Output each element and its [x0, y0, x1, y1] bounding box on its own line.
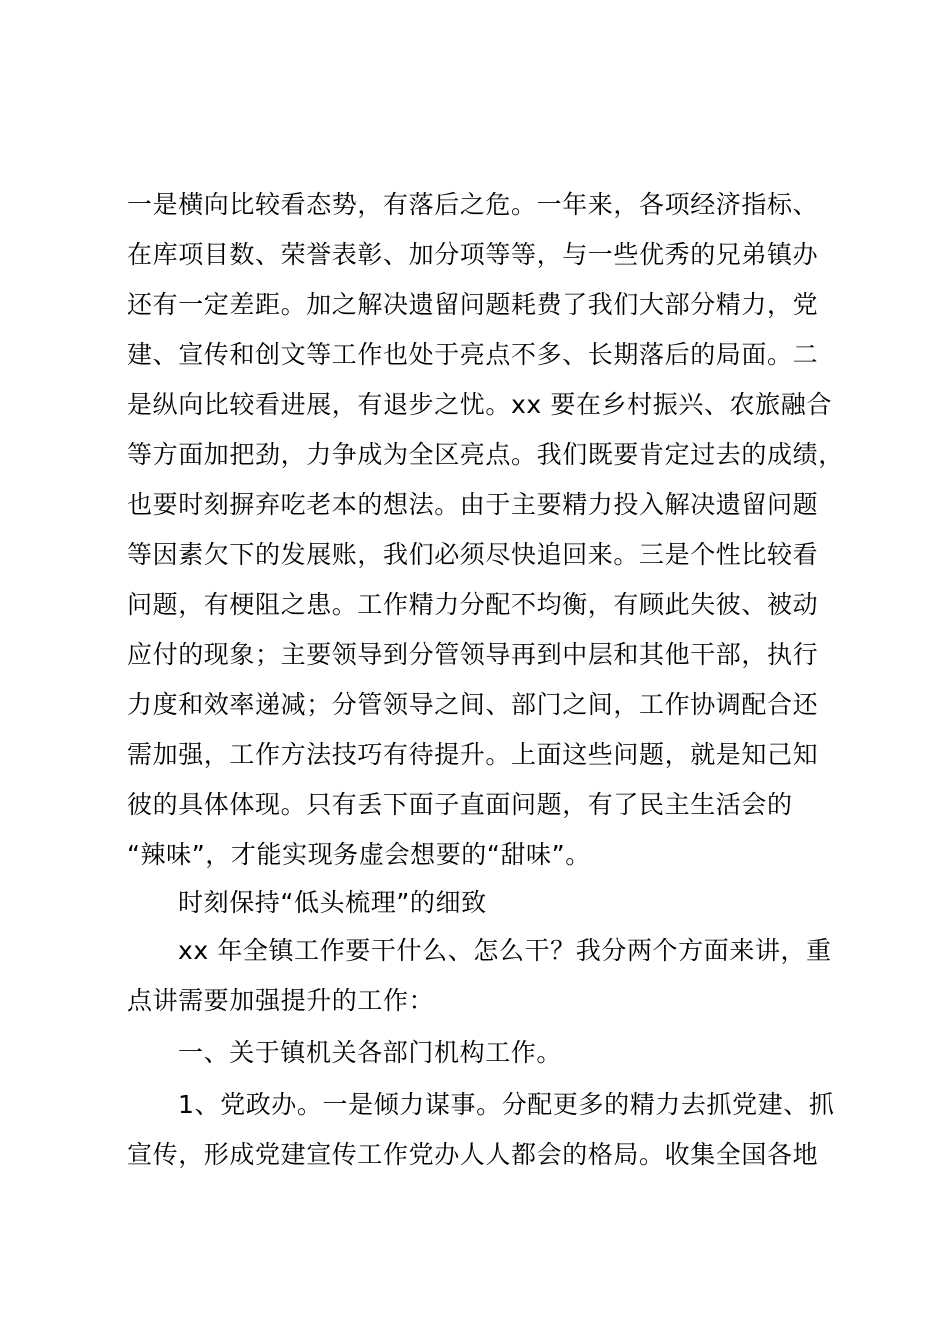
- subsection-heading: 一、关于镇机关各部门机构工作。: [178, 1038, 563, 1067]
- body-line-16: xx 年全镇工作要干什么、怎么干？我分两个方面来讲，重: [178, 936, 832, 965]
- body-line-12: 需加强，工作方法技巧有待提升。上面这些问题，就是知己知: [127, 740, 819, 769]
- body-line-3: 还有一定差距。加之解决遗留问题耗费了我们大部分精力，党: [127, 290, 819, 319]
- body-line-5: 是纵向比较看进展，有退步之忧。xx 要在乡村振兴、农旅融合: [127, 390, 832, 419]
- body-line-8: 等因素欠下的发展账，我们必须尽快追回来。三是个性比较看: [127, 540, 819, 569]
- body-line-4: 建、宣传和创文等工作也处于亮点不多、长期落后的局面。二: [127, 340, 819, 369]
- body-line-1: 一是横向比较看态势，有落后之危。一年来，各项经济指标、: [127, 190, 819, 219]
- body-line-9: 问题，有梗阻之患。工作精力分配不均衡，有顾此失彼、被动: [127, 590, 819, 619]
- body-line-11: 力度和效率递减；分管领导之间、部门之间，工作协调配合还: [127, 690, 819, 719]
- body-line-6: 等方面加把劲，力争成为全区亮点。我们既要肯定过去的成绩，: [127, 440, 844, 469]
- section-heading: 时刻保持“低头梳理”的细致: [178, 888, 487, 917]
- body-line-14: “辣味”，才能实现务虚会想要的“甜味”。: [127, 840, 591, 869]
- body-line-19: 1、党政办。一是倾力谋事。分配更多的精力去抓党建、抓: [178, 1090, 835, 1119]
- body-line-10: 应付的现象；主要领导到分管领导再到中层和其他干部，执行: [127, 640, 819, 669]
- body-line-2: 在库项目数、荣誉表彰、加分项等等，与一些优秀的兄弟镇办: [127, 240, 819, 269]
- body-line-20: 宣传，形成党建宣传工作党办人人都会的格局。收集全国各地: [127, 1140, 819, 1169]
- body-line-17: 点讲需要加强提升的工作：: [127, 986, 435, 1015]
- body-line-13: 彼的具体体现。只有丢下面子直面问题，有了民主生活会的: [127, 790, 793, 819]
- body-line-7: 也要时刻摒弃吃老本的想法。由于主要精力投入解决遗留问题: [127, 490, 819, 519]
